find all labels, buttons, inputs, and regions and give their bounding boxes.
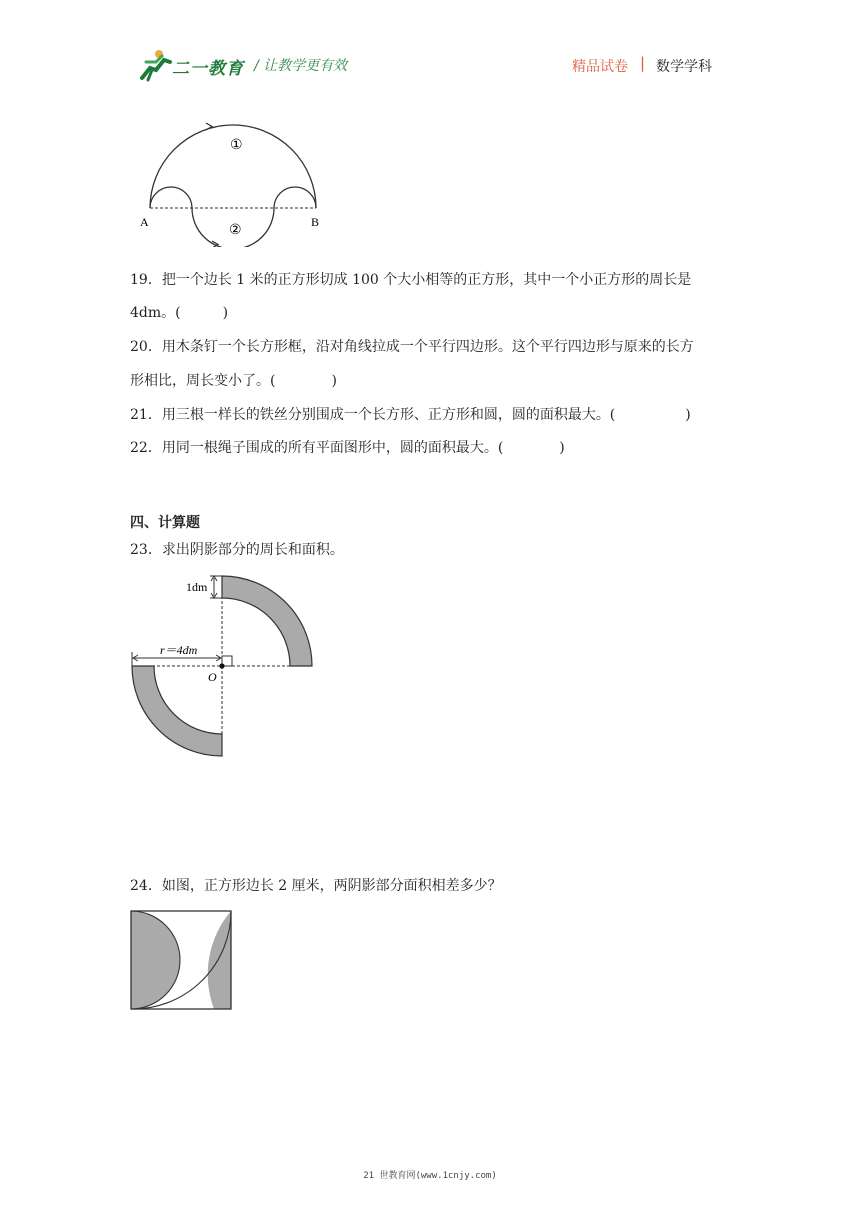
header-tag-premium: 精品试卷: [572, 59, 628, 75]
section-title-calculation: 四、计算题: [130, 515, 200, 531]
path-1-arrow-icon: [206, 123, 212, 130]
question-20-line-1: 20．用木条钉一个长方形框，沿对角线拉成一个平行四边形。这个平行四边形与原来的长方: [130, 339, 694, 355]
runner-logo-icon: [136, 48, 176, 82]
page-footer: 21 世教育网(www.1cnjy.com): [363, 1171, 497, 1181]
radius-label: r＝4dm: [160, 643, 198, 657]
header-tag-subject: 数学学科: [656, 59, 712, 75]
width-label: 1dm: [186, 580, 208, 594]
path-1-label: ①: [230, 138, 243, 153]
shaded-ring-upper: [222, 576, 312, 666]
header-separator: |: [640, 54, 646, 72]
question-23: 23．求出阴影部分的周长和面积。: [130, 542, 344, 558]
quarter-ring-figure: [124, 572, 324, 762]
question-20-line-2: 形相比，周长变小了。( ): [130, 373, 337, 389]
brand-slogan: / 让教学更有效: [254, 58, 348, 74]
path-2-curve: [150, 187, 316, 247]
question-22: 22．用同一根绳子围成的所有平面图形中，圆的面积最大。( ): [130, 440, 565, 456]
shaded-sliver: [208, 911, 231, 1009]
shaded-half-disc: [131, 911, 180, 1009]
center-label: O: [208, 670, 217, 684]
point-a-label: A: [140, 215, 149, 229]
path-comparison-figure: [130, 112, 340, 247]
question-19-line-1: 19．把一个边长 1 米的正方形切成 100 个大小相等的正方形，其中一个小正方形的周长是: [130, 272, 692, 288]
point-b-label: B: [311, 215, 320, 229]
question-21: 21．用三根一样长的铁丝分别围成一个长方形、正方形和圆，圆的面积最大。( ): [130, 407, 691, 423]
question-19-line-2: 4dm。( ): [130, 305, 229, 321]
question-24: 24．如图，正方形边长 2 厘米，两阴影部分面积相差多少？: [130, 878, 502, 894]
center-point: [219, 663, 224, 668]
square-shaded-figure: [128, 908, 234, 1012]
path-2-label: ②: [229, 223, 242, 238]
brand-name: 二一教育: [172, 59, 244, 79]
